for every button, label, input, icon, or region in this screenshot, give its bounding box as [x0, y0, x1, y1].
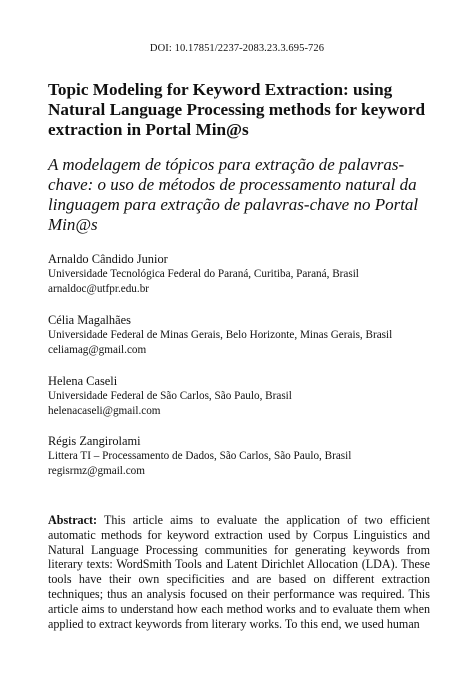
author-name: Arnaldo Cândido Junior: [48, 252, 168, 266]
paper-title-portuguese: A modelagem de tópicos para extração de palavras-chave: o uso de métodos de processamento natural da linguagem para extração de palavras-chave no Portal Min@s: [48, 155, 419, 234]
author-affiliation: Universidade Federal de Minas Gerais, Belo Horizonte, Minas Gerais, Brasil: [48, 329, 393, 341]
abstract-text: This article aims to evaluate the application of two efficient automatic methods for keyword extraction used by Corpus Linguistics and Natural Language Processing communities for generating keywords from literary texts: WordSmith Tools and Latent Dirichlet Allocation (LDA). These tools have their own specificities and are based on different extraction techniques; thus an analysis focused on their performance was required. This article aims to understand how each method works and to evaluate them when applied to extract keywords from literary works. To this end, we used human: [48, 513, 430, 631]
abstract-label: Abstract:: [48, 513, 98, 527]
author-email: regisrmz@gmail.com: [48, 465, 145, 477]
author-name: Célia Magalhães: [48, 313, 131, 327]
author-block: [48, 434, 448, 479]
abstract: [48, 513, 430, 631]
author-block: [48, 374, 448, 419]
author-block: [48, 252, 448, 297]
author-email: arnaldoc@utfpr.edu.br: [48, 283, 150, 295]
doi-line: DOI: 10.17851/2237-2083.23.3.695-726: [149, 43, 325, 54]
author-affiliation: Universidade Tecnológica Federal do Paraná, Curitiba, Paraná, Brasil: [48, 268, 359, 280]
author-email: celiamag@gmail.com: [48, 344, 147, 356]
author-email: helenacaseli@gmail.com: [48, 405, 161, 417]
author-block: [48, 313, 448, 358]
author-name: Régis Zangirolami: [48, 434, 141, 448]
author-name: Helena Caseli: [48, 374, 118, 388]
author-affiliation: Littera TI – Processamento de Dados, São Carlos, São Paulo, Brasil: [48, 450, 352, 462]
paper-title-english: Topic Modeling for Keyword Extraction: using Natural Language Processing methods for keyword extraction in Portal Min@s: [48, 80, 426, 139]
author-affiliation: Universidade Federal de São Carlos, São Paulo, Brasil: [48, 390, 292, 402]
